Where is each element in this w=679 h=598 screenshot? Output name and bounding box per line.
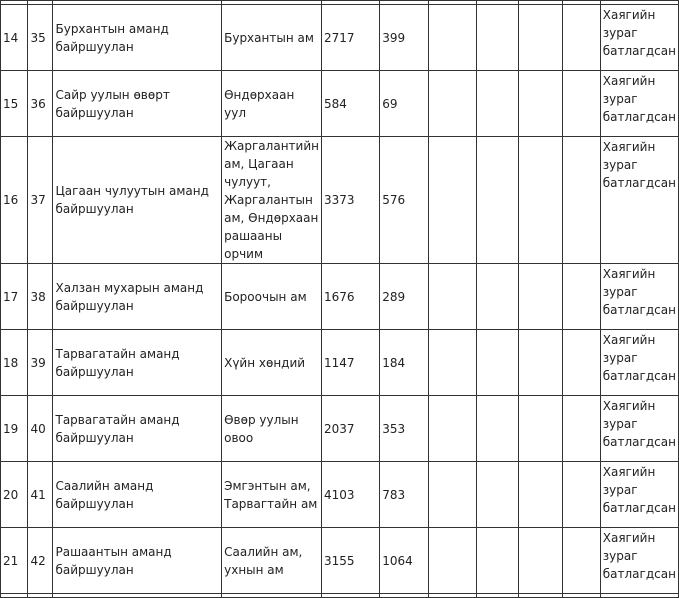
empty-cell [380, 594, 428, 598]
empty-cell [518, 330, 563, 396]
cell-v1: 2037 [321, 396, 379, 462]
empty-cell [428, 396, 476, 462]
empty-cell [518, 264, 563, 330]
cell-n2: 39 [28, 330, 53, 396]
cell-v1: 4103 [321, 462, 379, 528]
cell-status: Хаягийн зураг батлагдсан [600, 137, 678, 264]
empty-cell [518, 137, 563, 264]
cell-place: Хүйн хөндий [222, 330, 322, 396]
table-row [1, 462, 679, 528]
empty-cell [476, 5, 518, 71]
cell-v1: 2717 [321, 5, 379, 71]
empty-cell [428, 594, 476, 598]
table-body [1, 1, 679, 598]
cell-n1: 19 [1, 396, 28, 462]
cell-v2: 576 [380, 137, 428, 264]
empty-cell [518, 462, 563, 528]
cell-name: Сайр уулын өвөрт байршуулан [53, 71, 222, 137]
table-row [1, 264, 679, 330]
empty-cell [518, 5, 563, 71]
cell-n1: 18 [1, 330, 28, 396]
empty-cell [563, 137, 600, 264]
empty-cell [563, 594, 600, 598]
empty-cell [563, 528, 600, 594]
empty-cell [476, 71, 518, 137]
empty-cell [476, 264, 518, 330]
cell-v2: 399 [380, 5, 428, 71]
empty-cell [321, 594, 379, 598]
empty-cell [428, 462, 476, 528]
empty-cell [563, 330, 600, 396]
cell-status: Хаягийн зураг батлагдсан [600, 528, 678, 594]
cell-name: Рашаантын аманд байршуулан [53, 528, 222, 594]
cell-place: Саалийн ам, ухнын ам [222, 528, 322, 594]
cell-v2: 1064 [380, 528, 428, 594]
empty-cell [518, 528, 563, 594]
cell-place: Бурхантын ам [222, 5, 322, 71]
cell-status: Хаягийн зураг батлагдсан [600, 71, 678, 137]
cell-name: Саалийн аманд байршуулан [53, 462, 222, 528]
cell-n1: 21 [1, 528, 28, 594]
empty-cell [563, 264, 600, 330]
empty-cell [476, 330, 518, 396]
empty-cell [1, 594, 28, 598]
cell-place: Өндөрхаан уул [222, 71, 322, 137]
empty-cell [476, 594, 518, 598]
empty-cell [600, 594, 678, 598]
cell-n2: 36 [28, 71, 53, 137]
cell-n2: 35 [28, 5, 53, 71]
empty-cell [476, 137, 518, 264]
cell-n1: 14 [1, 5, 28, 71]
empty-cell [476, 528, 518, 594]
cell-status: Хаягийн зураг батлагдсан [600, 330, 678, 396]
cell-name: Халзан мухарын аманд байршуулан [53, 264, 222, 330]
cell-n1: 15 [1, 71, 28, 137]
empty-cell [476, 396, 518, 462]
table-row [1, 5, 679, 71]
empty-cell [428, 264, 476, 330]
cell-v1: 1676 [321, 264, 379, 330]
empty-cell [222, 594, 322, 598]
empty-cell [563, 462, 600, 528]
empty-cell [518, 396, 563, 462]
cell-v1: 3155 [321, 528, 379, 594]
cell-v1: 1147 [321, 330, 379, 396]
cell-v2: 353 [380, 396, 428, 462]
cell-v2: 289 [380, 264, 428, 330]
table-row [1, 330, 679, 396]
empty-cell [518, 71, 563, 137]
cell-n2: 42 [28, 528, 53, 594]
empty-cell [428, 71, 476, 137]
cell-v2: 69 [380, 71, 428, 137]
empty-cell [428, 137, 476, 264]
cell-v2: 184 [380, 330, 428, 396]
empty-cell [428, 330, 476, 396]
empty-cell [476, 462, 518, 528]
cell-name: Бурхантын аманд байршуулан [53, 5, 222, 71]
empty-cell [28, 594, 53, 598]
cell-place: Жаргалантийн ам, Цагаан чулуут, Жаргалантын ам, Өндөрхаан рашааны орчим [222, 137, 322, 264]
cell-v1: 584 [321, 71, 379, 137]
table-row [1, 137, 679, 264]
table-row-bottom-partial [1, 594, 679, 598]
table-row [1, 71, 679, 137]
table-row [1, 396, 679, 462]
cell-status: Хаягийн зураг батлагдсан [600, 264, 678, 330]
cell-v2: 783 [380, 462, 428, 528]
cell-n2: 40 [28, 396, 53, 462]
cell-name: Тарвагатайн аманд байршуулан [53, 396, 222, 462]
cell-status: Хаягийн зураг батлагдсан [600, 5, 678, 71]
cell-name: Тарвагатайн аманд байршуулан [53, 330, 222, 396]
empty-cell [428, 528, 476, 594]
cell-place: Эмгэнтын ам, Тарвагтайн ам [222, 462, 322, 528]
cell-n2: 37 [28, 137, 53, 264]
empty-cell [563, 396, 600, 462]
empty-cell [428, 5, 476, 71]
table-row [1, 528, 679, 594]
cell-n2: 41 [28, 462, 53, 528]
cell-place: Бороочын ам [222, 264, 322, 330]
cell-status: Хаягийн зураг батлагдсан [600, 462, 678, 528]
empty-cell [563, 5, 600, 71]
empty-cell [563, 71, 600, 137]
cell-n2: 38 [28, 264, 53, 330]
cell-name: Цагаан чулуутын аманд байршуулан [53, 137, 222, 264]
cell-status: Хаягийн зураг батлагдсан [600, 396, 678, 462]
empty-cell [518, 594, 563, 598]
cell-n1: 17 [1, 264, 28, 330]
cell-n1: 20 [1, 462, 28, 528]
empty-cell [53, 594, 222, 598]
cell-v1: 3373 [321, 137, 379, 264]
cell-n1: 16 [1, 137, 28, 264]
cell-place: Өвөр уулын овоо [222, 396, 322, 462]
